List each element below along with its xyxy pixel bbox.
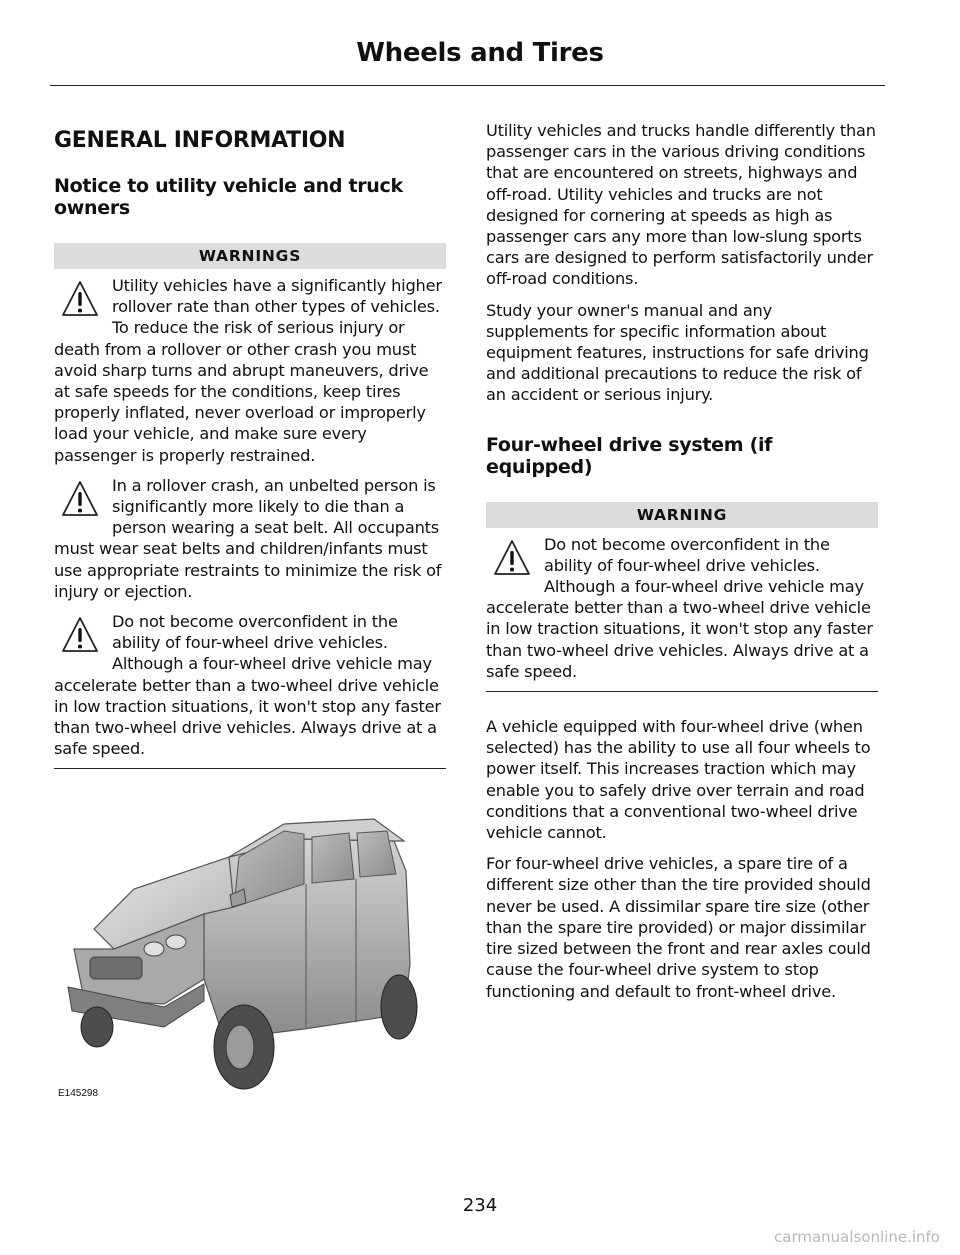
header-divider [50, 85, 885, 86]
body-paragraph: For four-wheel drive vehicles, a spare tire of a different size other than the tire provided should never be used. A dissimilar spare tire size (other than the spare tire provided) or major dissimilar tire sized between the front and rear axles could cause the four-wheel drive system to stop functioning and default to front-wheel drive. [486, 854, 871, 1001]
left-column [54, 120, 446, 1109]
body-paragraph: Utility vehicles and trucks handle differently than passenger cars in the various driving conditions that are encountered on streets, highways and off-road. Utility vehicles and trucks are not designed for cornering at speeds as high as passenger cars any more than low-slung sports cars are designed to perform satisfactorily under off-road conditions. [486, 121, 876, 289]
suv-illustration [54, 779, 446, 1109]
watermark: carmanualsonline.info [774, 1228, 940, 1246]
right-column [486, 120, 878, 1012]
page-header-title: Wheels and Tires [356, 38, 604, 68]
warning-triangle-icon [492, 538, 532, 578]
warning-triangle-icon [60, 615, 100, 655]
warning-text: Do not become overconfident in the ability of four-wheel drive vehicles. Although a four-wheel drive vehicle may accelerate better than a two-wheel drive vehicle in low traction situations, it won't stop any faster than two-wheel drive vehicles. Always drive at a safe speed. [486, 534, 873, 681]
warning-triangle-icon [60, 279, 100, 319]
sub-title-utility: Notice to utility vehicle and truck owners [54, 175, 403, 219]
section-title: GENERAL INFORMATION [54, 128, 346, 153]
warning-triangle-icon [60, 479, 100, 519]
warning-item [486, 534, 878, 682]
warnings-header: WARNINGS [54, 243, 446, 269]
warning-item [54, 611, 446, 759]
sub-title-4wd: Four-wheel drive system (if equipped) [486, 433, 773, 478]
warning-end-rule [54, 768, 446, 769]
body-paragraph: A vehicle equipped with four-wheel drive (when selected) has the ability to use all four wheels to power itself. This increases traction which may enable you to safely drive over terrain and road conditions that a conventional two-wheel drive vehicle cannot. [486, 717, 871, 843]
warning-text: Do not become overconfident in the ability of four-wheel drive vehicles. Although a four-wheel drive vehicle may accelerate better than a two-wheel drive vehicle in low traction situations, it won't stop any faster than two-wheel drive vehicles. Always drive at a safe speed. [54, 612, 441, 759]
page-number: 234 [462, 1195, 498, 1216]
warning-text: Utility vehicles have a significantly higher rollover rate than other types of vehicles. To reduce the risk of serious injury or death from a rollover or other crash you must avoid sharp turns and abrupt maneuvers, drive at safe speeds for the conditions, keep tires properly inflated, never overload or improperly load your vehicle, and make sure every passenger is properly restrained. [54, 276, 442, 465]
body-paragraph: Study your owner's manual and any supplements for specific information about equipment features, instructions for safe driving and additional precautions to reduce the risk of an accident or serious injury. [486, 300, 869, 405]
warning-item [54, 475, 446, 602]
figure-code: E145298 [58, 1088, 99, 1100]
warning-item [54, 275, 446, 466]
warning-header: WARNING [486, 502, 878, 528]
suv-drawing [54, 779, 446, 1109]
warning-text: In a rollover crash, an unbelted person is significantly more likely to die than a person wearing a seat belt. All occupants must wear seat belts and children/infants must use appropriate restraints to minimize the risk of injury or ejection. [54, 475, 442, 601]
